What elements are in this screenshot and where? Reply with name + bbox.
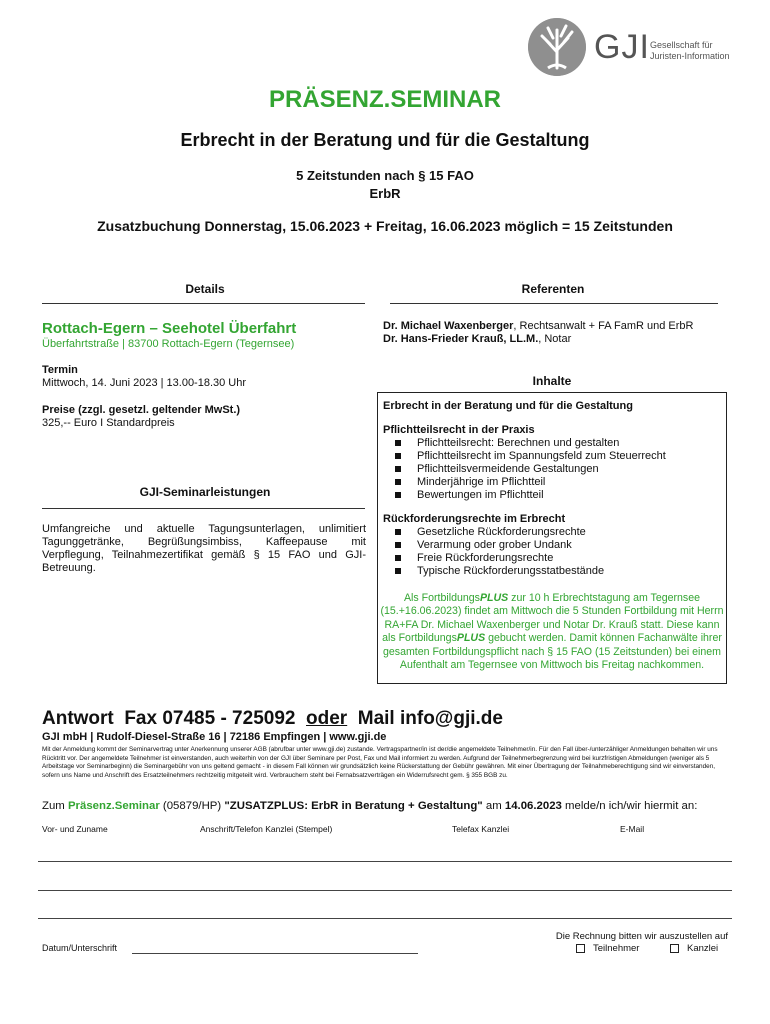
- reg-seminar: Präsenz.Seminar: [67, 800, 160, 812]
- list-item: Typische Rückforderungsstatbestände: [383, 565, 723, 578]
- logo-emblem: [528, 18, 586, 76]
- speaker-2-role: , Notar: [538, 333, 572, 345]
- firm-checkbox[interactable]: [670, 944, 679, 953]
- speaker-1-name: Dr. Michael Waxenberger: [383, 320, 514, 332]
- services-text: Umfangreiche und aktuelle Tagungsunterlagen, unlimitiert Tagunggetränke, Begrüßungsimbiss, Kaffeepause mit Verpflegung, Teilnahmezertifikat gemäß § 15 FAO und GJI-Betreuung.: [42, 523, 366, 574]
- list-item: Verarmung oder grober Undank: [383, 539, 723, 552]
- reg-zum: Zum: [42, 800, 68, 812]
- answer-oder: oder: [306, 708, 348, 729]
- venue-address: Überfahrtstraße | 83700 Rottach-Egern (Tegernsee): [42, 338, 295, 350]
- firm-label: Kanzlei: [687, 943, 719, 954]
- participant-label: Teilnehmer: [593, 943, 640, 954]
- list-item: Pflichtteilsrecht im Spannungsfeld zum Steuerrecht: [383, 450, 723, 463]
- logo-brand: GJI: [594, 28, 650, 66]
- logo-tagline-1: Gesellschaft für: [650, 40, 713, 50]
- section-1-list: [383, 437, 723, 502]
- reg-am: am: [482, 800, 505, 812]
- seminar-area: ErbR: [369, 186, 401, 201]
- participant-checkbox[interactable]: [576, 944, 585, 953]
- price-label: Preise (zzgl. gesetzl. geltender MwSt.): [42, 404, 241, 416]
- reg-title: "ZUSATZPLUS: ErbR in Beratung + Gestaltung": [224, 800, 483, 812]
- date-label: Termin: [42, 364, 78, 376]
- form-col-name: Vor- und Zuname: [42, 824, 108, 834]
- list-item: Freie Rückforderungsrechte: [383, 552, 723, 565]
- invoice-option-firm[interactable]: [670, 943, 718, 954]
- list-item: Gesetzliche Rückforderungsrechte: [383, 526, 723, 539]
- plus-label: PLUS: [479, 592, 509, 604]
- list-item: Pflichtteilsrecht: Berechnen und gestalten: [383, 437, 723, 450]
- reg-code: (05879/HP): [159, 800, 225, 812]
- list-item: Minderjährige im Pflichtteil: [383, 476, 723, 489]
- form-line-1[interactable]: [38, 861, 732, 862]
- date-value: Mittwoch, 14. Juni 2023 | 13.00-18.30 Uhr: [42, 377, 247, 389]
- list-item: Pflichtteilsvermeidende Gestaltungen: [383, 463, 723, 476]
- section-2-title: Rückforderungsrechte im Erbrecht: [383, 513, 566, 525]
- form-line-3[interactable]: [38, 918, 732, 919]
- form-col-fax: Telefax Kanzlei: [452, 824, 510, 834]
- fortbildungsplus-note: [380, 592, 724, 672]
- logo-tagline-2: Juristen-Information: [650, 51, 730, 61]
- speakers-heading: Referenten: [521, 282, 585, 296]
- answer-mail: Mail info@gji.de: [347, 708, 503, 729]
- plus-note-part-2: zur 10 h Erbrechtstagung am Tegernsee (15.+16.06.2023) findet am Mittwoch die 5 Stunden Fortbildung mit Herrn RA+FA Dr. Michael Waxenberger und Notar Dr. Krauß statt. Diese kann als Fortbildungs: [380, 592, 724, 645]
- form-line-2[interactable]: [38, 890, 732, 891]
- details-heading: Details: [185, 282, 225, 296]
- price-value: 325,-- Euro I Standardpreis: [42, 417, 175, 429]
- signature-label: Datum/Unterschrift: [42, 943, 118, 953]
- contents-heading: Inhalte: [532, 374, 572, 388]
- plus-label: PLUS: [456, 632, 486, 645]
- invoice-option-participant[interactable]: [576, 943, 639, 954]
- signature-field[interactable]: [132, 953, 418, 954]
- reg-end: melde/n ich/wir hiermit an:: [561, 800, 698, 812]
- speaker-2: [383, 333, 728, 346]
- supplement-booking: Zusatzbuchung Donnerstag, 15.06.2023 + Freitag, 16.06.2023 möglich = 15 Zeitstunden: [97, 218, 673, 234]
- services-divider: [42, 508, 365, 509]
- company-line: GJI mbH | Rudolf-Diesel-Straße 16 | 72186 Empfingen | www.gji.de: [42, 731, 387, 743]
- speaker-1-role: , Rechtsanwalt + FA FamR und ErbR: [513, 320, 694, 332]
- seminar-hours: 5 Zeitstunden nach § 15 FAO: [296, 168, 474, 183]
- terms-text: Mit der Anmeldung kommt der Seminarvertrag unter Anerkennung unserer AGB (abrufbar unter www.gji.de) zustande. Vertragspartner/in ist der/die angemeldete Teilnehmer/in. Für den Fall über-/unterzähliger Anmeldungen behalten wir uns Rücktritt vor. Der angemeldete Teilnehmer ist einverstanden, auch weiterhin von der GJI über Seminare per Post, Fax und Mail informiert zu werden. Aufgrund der Teilnehmerbegrenzung wird bei kurzfristigen Abmeldungen (weniger als 5 Arbeitstage vor Seminarbeginn) die Seminargebühr von uns geltend gemacht - in diesem Fall können wir grundsätzlich keine Rückerstattung der Gebühr gewähren. Mit einer Übertragung der Teilnahmeberechtigung sind wir einverstanden, sofern uns Name und Anschrift des Ersatzteilnehmers rechtzeitig mitgeteilt wird. Verbrauchern steht bei Fernabsatzverträgen ein Widerrufsrecht gem. § 355 BGB zu.: [42, 746, 718, 779]
- form-col-email: E-Mail: [620, 824, 645, 834]
- answer-fax: Antwort Fax 07485 - 725092: [42, 708, 307, 729]
- services-heading: GJI-Seminarleistungen: [139, 485, 271, 499]
- speaker-1: [383, 320, 728, 333]
- tree-logo-icon: [528, 18, 586, 76]
- contents-topic: Erbrecht in der Beratung und für die Gestaltung: [383, 400, 633, 412]
- speakers-divider: [390, 303, 718, 304]
- form-col-address: Anschrift/Telefon Kanzlei (Stempel): [200, 824, 333, 834]
- section-2-list: [383, 526, 723, 578]
- speaker-2-name: Dr. Hans-Frieder Krauß, LL.M.: [383, 333, 539, 345]
- seminar-subtitle: Erbrecht in der Beratung und für die Gestaltung: [180, 130, 590, 150]
- logo-tagline: [650, 40, 740, 62]
- list-item: Bewertungen im Pflichtteil: [383, 489, 723, 502]
- venue-name: Rottach-Egern – Seehotel Überfahrt: [42, 320, 297, 337]
- details-divider: [42, 303, 365, 304]
- reg-date: 14.06.2023: [504, 800, 562, 812]
- registration-line: [42, 800, 697, 812]
- plus-note-part-1: Als Fortbildungs: [403, 592, 480, 604]
- section-1-title: Pflichtteilsrecht in der Praxis: [383, 424, 535, 436]
- page-title: PRÄSENZ.SEMINAR: [268, 86, 502, 113]
- plus-note-part-3: gebucht werden. Damit können Fachanwälte ihrer gesamten Fortbildungspflicht nach § 15 FAO (15 Zeitstunden) bei einem Aufenthalt am Tegernsee von Mittwoch bis Freitag nachkommen.: [382, 632, 722, 672]
- invoice-label: Die Rechnung bitten wir auszustellen auf: [555, 931, 728, 942]
- answer-title: [42, 708, 503, 730]
